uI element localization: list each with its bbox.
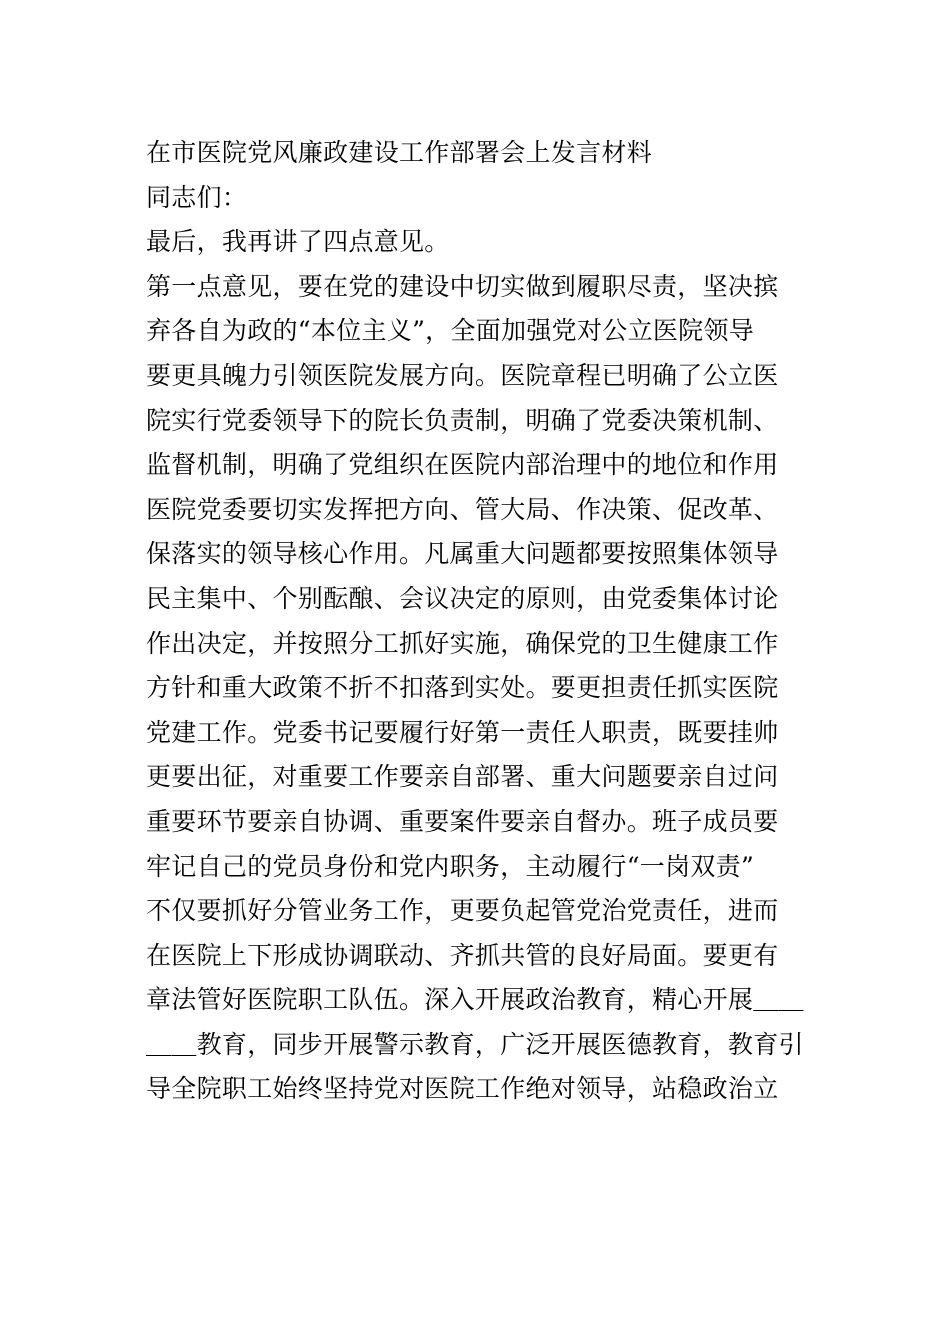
text-line: 重要环节要亲自协调、重要案件要亲自督办。班子成员要: [146, 806, 779, 836]
text-line: 监督机制，明确了党组织在医院内部治理中的地位和作用: [146, 450, 779, 480]
document-title: 在市医院党风廉政建设工作部署会上发言材料: [146, 138, 653, 167]
text-line: 院实行党委领导下的院长负责制，明确了党委决策机制、: [146, 405, 779, 435]
text-line: 更要出征，对重要工作要亲自部署、重大问题要亲自过问: [146, 762, 779, 792]
text-line: ＿＿教育，同步开展警示教育，广泛开展医德教育，教育引: [146, 1029, 804, 1059]
text-line: 章法管好医院职工队伍。深入开展政治教育，精心开展＿＿: [146, 985, 804, 1015]
greeting-line: 同志们：: [146, 182, 248, 212]
text-line: 保落实的领导核心作用。凡属重大问题都要按照集体领导: [146, 539, 779, 569]
document-body: [146, 131, 806, 1112]
text-line: 在医院上下形成协调联动、齐抓共管的良好局面。要更有: [146, 940, 779, 970]
text-line: 作出决定，并按照分工抓好实施，确保党的卫生健康工作: [146, 628, 779, 658]
text-line: 民主集中、个别酝酿、会议决定的原则，由党委集体讨论: [146, 583, 779, 613]
text-line: 弃各自为政的“本位主义”，全面加强党对公立医院领导: [146, 316, 755, 346]
text-line: 不仅要抓好分管业务工作，更要负起管党治党责任，进而: [146, 896, 779, 926]
text-line: 医院党委要切实发挥把方向、管大局、作决策、促改革、: [146, 494, 779, 524]
text-line: 导全院职工始终坚持党对医院工作绝对领导，站稳政治立: [146, 1074, 779, 1104]
text-line: 要更具魄力引领医院发展方向。医院章程已明确了公立医: [146, 360, 779, 390]
text-line: 党建工作。党委书记要履行好第一责任人职责，既要挂帅: [146, 717, 779, 747]
text-line: 第一点意见，要在党的建设中切实做到履职尽责，坚决摈: [146, 271, 779, 301]
text-line: 方针和重大政策不折不扣落到实处。要更担责任抓实医院: [146, 673, 779, 703]
text-line: 牢记自己的党员身份和党内职务，主动履行“一岗双责”: [146, 851, 755, 881]
text-line: 最后，我再讲了四点意见。: [146, 227, 450, 257]
